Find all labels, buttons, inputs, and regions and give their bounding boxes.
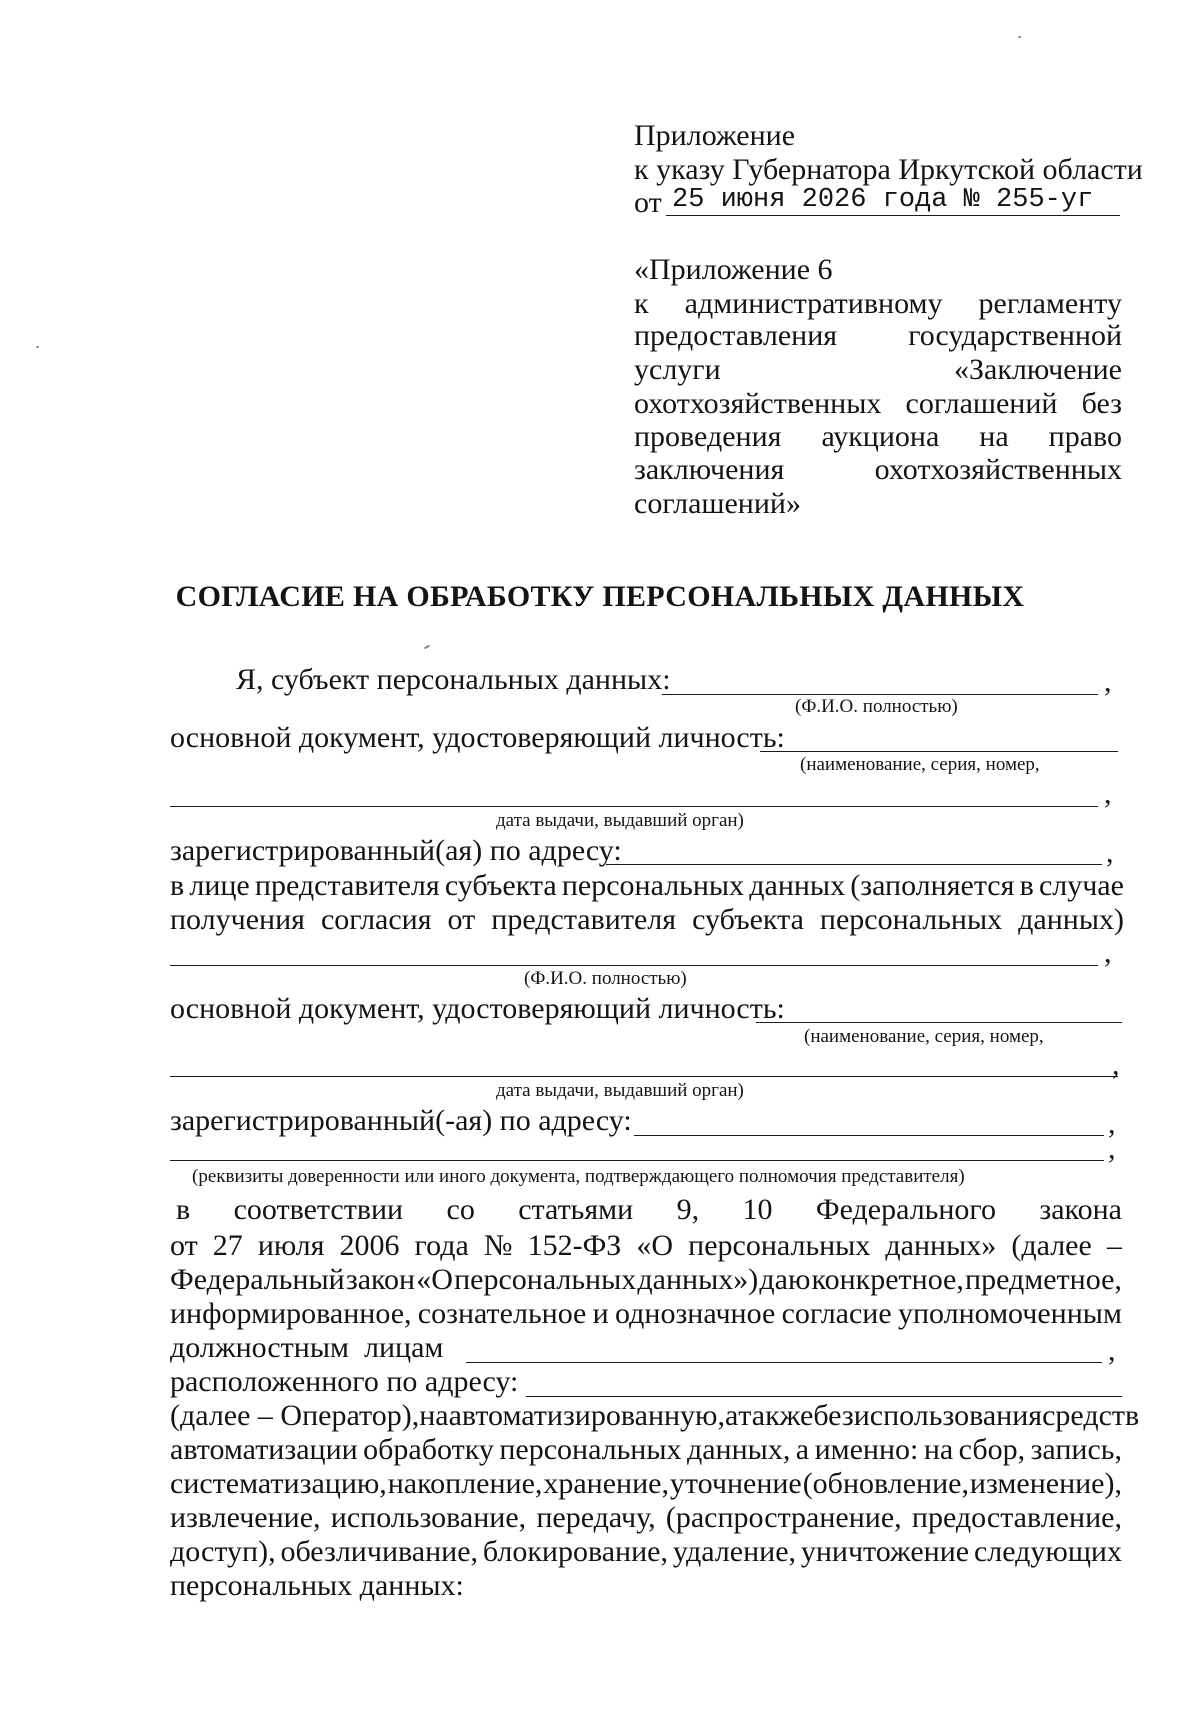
word: конкретное, [811, 1263, 964, 1296]
word: заключения [634, 453, 785, 486]
operator-address-field[interactable] [526, 1396, 1122, 1397]
word: персональных [454, 1263, 637, 1296]
regulation-line [634, 318, 1122, 354]
word: именно: [814, 1433, 919, 1466]
word: года [414, 1229, 469, 1262]
word: передачу, [536, 1501, 656, 1534]
word: а [724, 1399, 739, 1432]
id-document-field-continued[interactable] [170, 806, 1098, 807]
word: (заполняется [850, 869, 1015, 902]
word: без [1081, 387, 1122, 420]
word: проведения [634, 420, 782, 453]
document-title: СОГЛАСИЕ НА ОБРАБОТКУ ПЕРСОНАЛЬНЫХ ДАННЫХ [175, 580, 1025, 613]
word: статьями [518, 1193, 634, 1226]
power-of-attorney-field[interactable] [170, 1160, 1104, 1161]
word: информированное, [170, 1297, 412, 1330]
comma: , [1108, 1107, 1116, 1140]
comma: , [1104, 936, 1112, 969]
word: использование, [330, 1501, 527, 1534]
decree-from-prefix: от [634, 186, 662, 219]
word: персональных [688, 1229, 871, 1262]
word: блокирование, [482, 1535, 668, 1568]
word: – [1106, 1229, 1122, 1262]
regulation-line [634, 386, 1122, 422]
comma: , [1104, 665, 1112, 698]
word: предоставления [634, 319, 838, 352]
body-line [170, 1398, 1140, 1434]
word: согласия [320, 903, 432, 936]
id-document-field[interactable] [760, 751, 1118, 752]
comma: , [1104, 777, 1112, 810]
id-document-hint: (наименование, серия, номер, [804, 1026, 1044, 1047]
word: предоставление, [911, 1501, 1122, 1534]
subject-label: Я, субъект персональных данных: [236, 663, 671, 696]
word: использования [853, 1399, 1043, 1432]
body-line [170, 1296, 1122, 1332]
word: регламенту [978, 287, 1122, 320]
body-line [170, 1432, 1122, 1468]
subject-fio-field[interactable] [662, 694, 1098, 695]
word: уничтожение [800, 1535, 970, 1568]
word: к [634, 287, 649, 320]
word: «Заключение [954, 353, 1122, 386]
comma: , [1106, 836, 1114, 869]
regulation-line: соглашений» [634, 487, 801, 520]
word: данных» [885, 1229, 997, 1262]
representative-text [170, 902, 1124, 938]
regulation-line [634, 452, 1122, 488]
word: соглашений [905, 387, 1058, 420]
word: государственной [908, 319, 1122, 352]
representative-text [170, 868, 1124, 904]
word: данных [749, 869, 846, 902]
word: следующих [973, 1535, 1122, 1568]
word: запись, [1030, 1433, 1122, 1466]
word: представителя [491, 903, 677, 936]
representative-fio-field[interactable] [170, 965, 1098, 966]
word: обработку [363, 1433, 494, 1466]
word: на [419, 1399, 449, 1432]
registered-address-label: зарегистрированный(-ая) по адресу: [170, 1104, 632, 1137]
word: Федерального [815, 1193, 996, 1226]
body-line [176, 1192, 1122, 1228]
word: (обновление, [802, 1467, 969, 1500]
word: сознательное [417, 1297, 587, 1330]
word: административному [684, 287, 943, 320]
word: субъекта [692, 903, 804, 936]
id-document-label: основной документ, удостоверяющий личность: [170, 721, 785, 754]
fio-hint: (Ф.И.О. полностью) [795, 696, 958, 717]
id-document-hint: дата выдачи, выдавший орган) [496, 810, 744, 831]
comma: , [1112, 1048, 1120, 1081]
word: № [483, 1229, 513, 1262]
word: право [1048, 420, 1122, 453]
word: данных) [1018, 903, 1124, 936]
body-line: лицам [364, 1331, 444, 1364]
decree-reference: к указу Губернатора Иркутской области [634, 153, 1143, 186]
id-document-hint: (наименование, серия, номер, [800, 754, 1040, 775]
word: уточнение [669, 1467, 802, 1500]
comma: , [1108, 1334, 1116, 1367]
word: на [979, 420, 1009, 453]
word: аукциона [821, 420, 940, 453]
word: Федеральный [170, 1263, 345, 1296]
comma: , [1108, 1132, 1116, 1165]
word: также [738, 1399, 814, 1432]
word: «О [416, 1263, 453, 1296]
id-document-label: основной документ, удостоверяющий личность: [170, 992, 785, 1025]
word: получения [170, 903, 305, 936]
word: охотхозяйственных [874, 453, 1122, 486]
word: закона [1039, 1193, 1122, 1226]
decree-date-number: 25 июня 2026 года № 255-уг [672, 185, 1094, 215]
word: лице [189, 869, 250, 902]
body-line [170, 1228, 1122, 1264]
word: услуги [634, 353, 721, 386]
word: представителя [254, 869, 440, 902]
word: июля [257, 1229, 325, 1262]
word: сбор, [958, 1433, 1026, 1466]
word: соответствии [233, 1193, 404, 1226]
word: со [446, 1193, 475, 1226]
word: доступ), [170, 1535, 276, 1568]
word: (далее [1011, 1229, 1092, 1262]
word: изменение), [969, 1467, 1122, 1500]
word: (далее – Оператор), [170, 1399, 420, 1432]
representative-address-field[interactable] [634, 1135, 1104, 1136]
word: средств [1042, 1399, 1140, 1432]
word: уполномоченным [897, 1297, 1122, 1330]
decree-underline [666, 215, 1120, 216]
fio-hint: (Ф.И.О. полностью) [524, 968, 687, 989]
word: субъекта [444, 869, 557, 902]
scan-speck [1018, 36, 1021, 38]
regulation-line [634, 352, 1122, 388]
word: однозначное [615, 1297, 776, 1330]
word: хранение, [543, 1467, 669, 1500]
word: в [1019, 869, 1034, 902]
word: даю [759, 1263, 811, 1296]
body-line [170, 1466, 1122, 1502]
word: от [447, 903, 476, 936]
word: данных») [637, 1263, 759, 1296]
registered-address-label: зарегистрированный(ая) по адресу: [170, 834, 622, 867]
word: охотхозяйственных [634, 387, 882, 420]
body-line [170, 1500, 1122, 1536]
word: автоматизированную, [448, 1399, 725, 1432]
registered-address-field[interactable] [606, 864, 1102, 865]
word: 2006 [339, 1229, 400, 1262]
operator-address-label: расположенного по адресу: [170, 1365, 519, 1398]
word: 152-ФЗ [527, 1229, 622, 1262]
word: на [923, 1433, 954, 1466]
word: «О [636, 1229, 674, 1262]
word: случае [1038, 869, 1124, 902]
word: автоматизации [170, 1433, 358, 1466]
word: (распространение, [665, 1501, 902, 1534]
word: персональных [561, 869, 745, 902]
word: персональных [499, 1433, 682, 1466]
word: в [176, 1193, 191, 1226]
word: 9, [676, 1193, 700, 1226]
scan-speck [424, 645, 430, 650]
representative-id-document-field-continued[interactable] [170, 1076, 1118, 1077]
word: 27 [212, 1229, 243, 1262]
word: предметное, [965, 1263, 1122, 1296]
word: извлечение, [170, 1501, 321, 1534]
regulation-appendix-number: «Приложение 6 [634, 253, 833, 286]
operator-name-field[interactable] [466, 1362, 1102, 1363]
word: удаление, [672, 1535, 797, 1568]
representative-id-document-field[interactable] [756, 1022, 1122, 1023]
word: данных, [686, 1433, 791, 1466]
power-of-attorney-hint: (реквизиты доверенности или иного документа, подтверждающего полномочия представителя) [192, 1166, 965, 1187]
appendix-label: Приложение [634, 119, 796, 152]
word: согласие [781, 1297, 892, 1330]
word: 10 [742, 1193, 773, 1226]
word: персональных [819, 903, 1003, 936]
body-line [170, 1262, 1122, 1298]
word: от [170, 1229, 198, 1262]
word: в [170, 869, 185, 902]
scan-speck [36, 346, 39, 348]
word: систематизацию, [170, 1467, 387, 1500]
word: обезличивание, [280, 1535, 479, 1568]
body-line: должностным [170, 1331, 349, 1364]
id-document-hint: дата выдачи, выдавший орган) [496, 1080, 744, 1101]
word: закон [345, 1263, 416, 1296]
word: накопление, [387, 1467, 543, 1500]
word: а [795, 1433, 810, 1466]
regulation-line [634, 419, 1122, 455]
word: без [813, 1399, 854, 1432]
word: и [592, 1297, 609, 1330]
body-line: персональных данных: [170, 1569, 464, 1602]
regulation-line [634, 286, 1122, 322]
body-line [170, 1534, 1122, 1570]
